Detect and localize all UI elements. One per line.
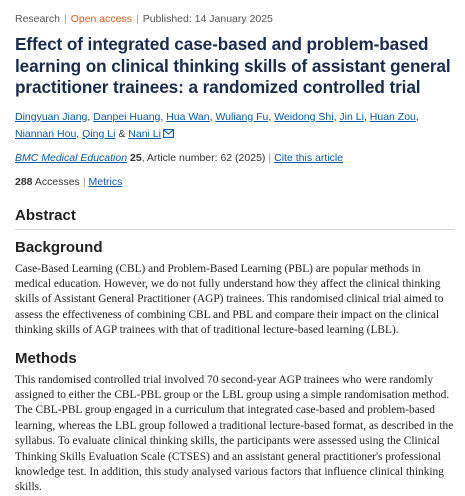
author-separator: ,: [209, 110, 216, 123]
metrics-line: [15, 175, 455, 189]
author-link[interactable]: Qing Li: [82, 127, 116, 140]
separator: |: [268, 151, 272, 164]
author-separator: ,: [363, 110, 370, 123]
volume-number: 25: [129, 151, 142, 164]
citation-line: [15, 151, 455, 165]
author-separator: ,: [160, 110, 167, 123]
metrics-link[interactable]: Metrics: [88, 175, 123, 188]
author-link[interactable]: Huan Zou: [369, 110, 416, 123]
article-number: , Article number: 62 (2025): [141, 151, 266, 164]
author-separator: &: [115, 127, 129, 140]
article-meta: [15, 12, 455, 26]
journal-link[interactable]: BMC Medical Education: [15, 151, 128, 164]
background-heading: Background: [15, 238, 103, 256]
background-text: Case-Based Learning (CBL) and Problem-Based Learning (PBL) are popular methods in medical education. However, we do not fully understand how they affect the clinical thinking skills of Assistant General Practitioner (AGP) trainees. This randomised clinical trial aimed to assess the effectiveness of combining CBL and PBL and compare their impact on the clinical thinking skills of AGP trainees with that of traditional lecture-based learning (LBL).: [15, 262, 444, 337]
author-link[interactable]: Wuliang Fu: [215, 110, 269, 123]
author-link[interactable]: Hua Wan: [166, 110, 210, 123]
separator: |: [63, 13, 67, 25]
author-separator: ,: [333, 110, 340, 123]
author-link[interactable]: Dingyuan Jiang: [15, 110, 88, 123]
author-separator: ,: [87, 110, 94, 123]
author-link[interactable]: Danpei Huang: [93, 110, 161, 123]
open-access-badge[interactable]: Open access: [70, 13, 132, 25]
author-link[interactable]: Niannan Hou: [15, 127, 77, 140]
methods-text: This randomised controlled trial involved 70 second-year AGP trainees who were randomly assigned to either the CBL-PBL group or the LBL group using a simple randomisation method. The CBL-PBL group engaged in a curriculum that integrated case-based and problem-based learning, whereas the LBL group followed a traditional lecture-based format, as described in the syllabus. To evaluate clinical thinking skills, the participants were assessed using the Clinical Thinking Skills Evaluation Scale (CTSES) and an assistant general practitioner's professional knowledge test. In addition, this study analysed various factors that influence clinical thinking skills.: [15, 373, 454, 494]
article-title: Effect of integrated case-based and problem-based learning on clinical thinking skills of assistant general practitioner trainees: a randomized controlled trial: [15, 34, 451, 97]
author-link[interactable]: Jin Li: [339, 110, 364, 123]
separator: |: [135, 13, 139, 25]
cite-this-article-link[interactable]: Cite this article: [274, 151, 343, 164]
separator: |: [82, 175, 86, 188]
abstract-heading: Abstract: [15, 207, 455, 230]
author-separator: ,: [76, 127, 83, 140]
author-link[interactable]: Nani Li: [128, 127, 161, 140]
accesses-label: Accesses: [34, 175, 80, 188]
article-type: Research: [15, 13, 60, 25]
methods-heading: Methods: [15, 349, 77, 367]
author-link[interactable]: Weidong Shi: [274, 110, 334, 123]
published-date: Published: 14 January 2025: [142, 13, 273, 25]
article-page: [15, 12, 455, 496]
author-separator: ,: [268, 110, 275, 123]
author-list: [15, 109, 455, 143]
author-separator: ,: [415, 110, 419, 123]
accesses-count: 288: [15, 175, 33, 188]
email-icon[interactable]: [163, 129, 174, 138]
